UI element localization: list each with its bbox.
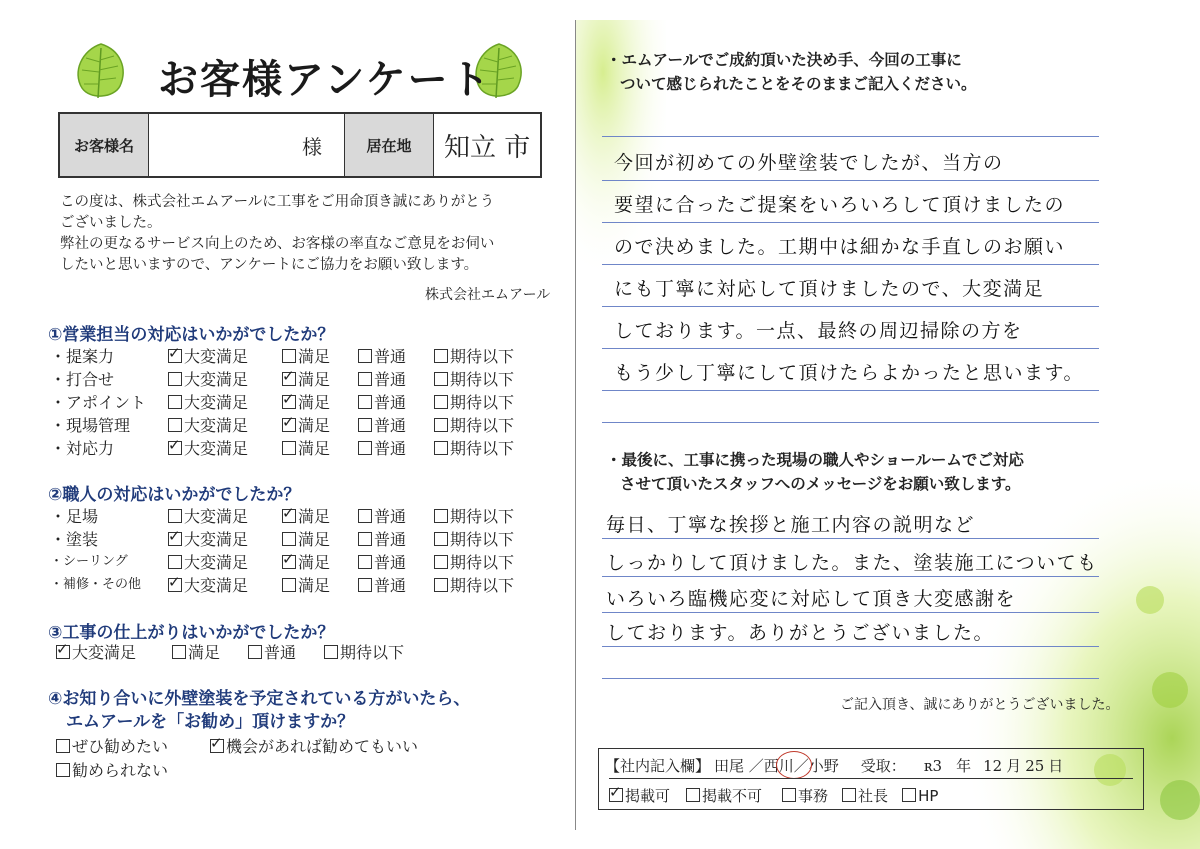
intro-line: ございました。 bbox=[60, 215, 162, 231]
checkbox[interactable] bbox=[168, 395, 182, 409]
checkbox[interactable] bbox=[686, 788, 700, 802]
option-label: 大変満足 bbox=[184, 576, 249, 595]
option-label: 期待以下 bbox=[450, 553, 515, 572]
checkbox[interactable] bbox=[282, 578, 296, 592]
customer-name-label: お客様名 bbox=[60, 114, 149, 176]
q2-heading: ②職人の対応はいかがでしたか？ bbox=[48, 485, 301, 505]
checkbox[interactable] bbox=[358, 372, 372, 386]
option-3[interactable] bbox=[434, 550, 514, 573]
checkbox[interactable] bbox=[168, 441, 182, 455]
ruled-line bbox=[602, 422, 1099, 423]
option-0[interactable] bbox=[168, 573, 248, 596]
checkbox[interactable] bbox=[358, 441, 372, 455]
option-1[interactable] bbox=[172, 640, 220, 663]
option-label: 普通 bbox=[374, 553, 407, 572]
option-2[interactable] bbox=[358, 504, 406, 527]
ruled-line bbox=[602, 678, 1099, 679]
column-divider bbox=[575, 20, 576, 830]
q5-answer-line: 今回が初めての外壁塗装でしたが、当方の bbox=[614, 152, 1004, 174]
row-label: ・塗装 bbox=[50, 530, 99, 549]
ruled-line bbox=[602, 222, 1099, 223]
option-label: 普通 bbox=[374, 530, 407, 549]
approval-circle bbox=[776, 751, 812, 779]
option-label: 普通 bbox=[374, 347, 407, 366]
option-label: 普通 bbox=[374, 439, 407, 458]
address-label: 居在地 bbox=[345, 114, 434, 176]
received-label: 受取： bbox=[860, 757, 906, 775]
option-label: 大変満足 bbox=[184, 507, 249, 526]
checkbox[interactable] bbox=[434, 349, 448, 363]
office-check-2[interactable] bbox=[782, 787, 828, 805]
office-staff-names: 田尾 ／西川／小野 bbox=[714, 757, 839, 775]
q6-heading-line1: ・最後に、工事に携った現場の職人やショールームでご対応 bbox=[606, 451, 1024, 469]
customer-name-value: 様 bbox=[149, 114, 345, 176]
ruled-line bbox=[602, 136, 1099, 137]
checkbox[interactable] bbox=[434, 418, 448, 432]
checkbox[interactable] bbox=[168, 555, 182, 569]
checkbox[interactable] bbox=[434, 509, 448, 523]
checkbox[interactable] bbox=[358, 509, 372, 523]
checkbox[interactable] bbox=[782, 788, 796, 802]
intro-line: したいと思いますので、アンケートにご協力をお願い致します。 bbox=[60, 257, 479, 273]
option-1[interactable] bbox=[282, 550, 330, 573]
option-label: 大変満足 bbox=[72, 643, 137, 662]
option-0[interactable] bbox=[56, 640, 136, 663]
ruled-line bbox=[602, 612, 1099, 613]
page-title: お客様アンケート bbox=[158, 57, 492, 103]
option-0[interactable] bbox=[168, 344, 248, 367]
option-label: 期待以下 bbox=[450, 370, 515, 389]
option-label: 満足 bbox=[188, 643, 221, 662]
option-label: ぜひ勧めたい bbox=[72, 737, 169, 756]
row-label: ・対応力 bbox=[50, 439, 115, 458]
office-check-label: 社長 bbox=[858, 787, 889, 805]
option-3[interactable] bbox=[434, 367, 514, 390]
option-label: 期待以下 bbox=[450, 347, 515, 366]
checkbox[interactable] bbox=[168, 418, 182, 432]
q1-heading: ①営業担当の対応はいかがでしたか？ bbox=[48, 325, 335, 345]
option-label: 普通 bbox=[374, 507, 407, 526]
option-3[interactable] bbox=[434, 436, 514, 459]
option-2[interactable] bbox=[358, 390, 406, 413]
option-label: 期待以下 bbox=[340, 643, 405, 662]
checkbox[interactable] bbox=[434, 532, 448, 546]
intro-line: 弊社の更なるサービス向上のため、お客様の率直なご意見をお伺い bbox=[60, 236, 495, 252]
option-label: 満足 bbox=[298, 416, 331, 435]
office-check-0[interactable] bbox=[609, 787, 670, 805]
option-3[interactable] bbox=[324, 640, 404, 663]
option-0[interactable] bbox=[168, 390, 248, 413]
q6-answer-line: しております。ありがとうございました。 bbox=[606, 622, 994, 644]
option-1[interactable] bbox=[282, 367, 330, 390]
option-label: 普通 bbox=[374, 393, 407, 412]
option-2[interactable] bbox=[248, 640, 296, 663]
q5-answer-line: しております。一点、最終の周辺掃除の方を bbox=[614, 320, 1023, 342]
checkbox[interactable] bbox=[358, 418, 372, 432]
option-label: 期待以下 bbox=[450, 439, 515, 458]
ruled-line bbox=[602, 180, 1099, 181]
office-check-label: 事務 bbox=[798, 787, 829, 805]
checkbox[interactable] bbox=[168, 372, 182, 386]
q6-answer-line: 毎日、丁寧な挨拶と施工内容の説明など bbox=[606, 514, 976, 536]
office-check-4[interactable] bbox=[902, 787, 938, 805]
row-label: ・打合せ bbox=[50, 370, 115, 389]
option-2[interactable] bbox=[358, 527, 406, 550]
option-label: 普通 bbox=[374, 576, 407, 595]
option-label: 大変満足 bbox=[184, 370, 249, 389]
ruled-line bbox=[602, 390, 1099, 391]
checkbox[interactable] bbox=[358, 578, 372, 592]
option-2[interactable] bbox=[358, 573, 406, 596]
option-label: 期待以下 bbox=[450, 507, 515, 526]
option-2[interactable] bbox=[358, 367, 406, 390]
checkbox[interactable] bbox=[282, 372, 296, 386]
office-check-label: 掲載可 bbox=[625, 787, 671, 805]
checkbox[interactable] bbox=[168, 509, 182, 523]
row-label: ・補修・その他 bbox=[50, 577, 142, 592]
option-label: 大変満足 bbox=[184, 347, 249, 366]
checkbox[interactable] bbox=[282, 349, 296, 363]
row-label: ・足場 bbox=[50, 507, 99, 526]
option-label: 期待以下 bbox=[450, 576, 515, 595]
checkbox[interactable] bbox=[172, 645, 186, 659]
checkbox[interactable] bbox=[282, 555, 296, 569]
ruled-line bbox=[602, 306, 1099, 307]
checkbox[interactable] bbox=[434, 395, 448, 409]
row-label: ・提案力 bbox=[50, 347, 115, 366]
ruled-line bbox=[602, 538, 1099, 539]
option-label: 期待以下 bbox=[450, 530, 515, 549]
office-underline bbox=[609, 778, 1133, 779]
option-1[interactable] bbox=[210, 734, 418, 757]
option-1[interactable] bbox=[282, 504, 330, 527]
option-label: 大変満足 bbox=[184, 416, 249, 435]
option-3[interactable] bbox=[434, 504, 514, 527]
checkbox[interactable] bbox=[168, 349, 182, 363]
checkbox[interactable] bbox=[358, 532, 372, 546]
option-1[interactable] bbox=[282, 436, 330, 459]
option-1[interactable] bbox=[282, 390, 330, 413]
option-0[interactable] bbox=[168, 504, 248, 527]
q5-answer-line: にも丁寧に対応して頂けましたので、大変満足 bbox=[614, 278, 1045, 300]
office-check-3[interactable] bbox=[842, 787, 888, 805]
checkbox[interactable] bbox=[358, 555, 372, 569]
option-label: 満足 bbox=[298, 393, 331, 412]
option-0[interactable] bbox=[168, 436, 248, 459]
q6-answer-line: いろいろ臨機応変に対応して頂き大変感謝を bbox=[606, 588, 1017, 610]
option-label: 普通 bbox=[264, 643, 297, 662]
received-year-label: 年 bbox=[956, 757, 972, 775]
option-2[interactable] bbox=[56, 758, 168, 781]
option-2[interactable] bbox=[358, 436, 406, 459]
checkbox[interactable] bbox=[434, 578, 448, 592]
option-0[interactable] bbox=[56, 734, 168, 757]
checkbox[interactable] bbox=[210, 739, 224, 753]
checkbox[interactable] bbox=[609, 788, 623, 802]
row-label: ・現場管理 bbox=[50, 416, 131, 435]
customer-info-table bbox=[58, 112, 542, 178]
received-day-value: 25 bbox=[1025, 756, 1045, 775]
option-3[interactable] bbox=[434, 573, 514, 596]
option-1[interactable] bbox=[282, 527, 330, 550]
option-label: 普通 bbox=[374, 370, 407, 389]
leaf-icon bbox=[70, 40, 132, 102]
option-3[interactable] bbox=[434, 344, 514, 367]
checkbox[interactable] bbox=[358, 395, 372, 409]
received-era: ʀ3 bbox=[923, 756, 943, 775]
intro-line: この度は、株式会社エムアールに工事をご用命頂き誠にありがとう bbox=[60, 194, 495, 210]
office-check-1[interactable] bbox=[686, 787, 762, 805]
option-2[interactable] bbox=[358, 344, 406, 367]
q5-heading-line1: ・エムアールでご成約頂いた決め手、今回の工事に bbox=[606, 51, 962, 69]
option-1[interactable] bbox=[282, 413, 330, 436]
received-month-label: 月 bbox=[1006, 757, 1022, 775]
checkbox[interactable] bbox=[282, 441, 296, 455]
checkbox[interactable] bbox=[56, 645, 70, 659]
intro-text bbox=[60, 192, 550, 276]
received-day-label: 日 bbox=[1048, 757, 1064, 775]
option-label: 満足 bbox=[298, 439, 331, 458]
option-label: 普通 bbox=[374, 416, 407, 435]
ruled-line bbox=[602, 348, 1099, 349]
checkbox[interactable] bbox=[282, 532, 296, 546]
q5-answer-line: もう少し丁寧にして頂けたらよかったと思います。 bbox=[614, 362, 1084, 384]
option-1[interactable] bbox=[282, 573, 330, 596]
row-label: ・シーリング bbox=[50, 554, 128, 569]
checkbox[interactable] bbox=[282, 395, 296, 409]
q5-heading-line2: ついて感じられたことをそのままご記入ください。 bbox=[620, 75, 977, 93]
thanks-text: ご記入頂き、誠にありがとうございました。 bbox=[840, 697, 1120, 713]
option-3[interactable] bbox=[434, 527, 514, 550]
q4-heading-line2: エムアールを「お勧め」頂けますか？ bbox=[66, 712, 355, 732]
option-label: 満足 bbox=[298, 553, 331, 572]
option-label: 大変満足 bbox=[184, 553, 249, 572]
checkbox[interactable] bbox=[248, 645, 262, 659]
checkbox[interactable] bbox=[842, 788, 856, 802]
option-label: 大変満足 bbox=[184, 530, 249, 549]
ruled-line bbox=[602, 646, 1099, 647]
q4-heading-line1: ④お知り合いに外壁塗装を予定されている方がいたら、 bbox=[48, 689, 471, 709]
option-label: 満足 bbox=[298, 530, 331, 549]
checkbox[interactable] bbox=[324, 645, 338, 659]
checkbox[interactable] bbox=[434, 441, 448, 455]
checkbox[interactable] bbox=[434, 555, 448, 569]
ruled-line bbox=[602, 264, 1099, 265]
checkbox[interactable] bbox=[902, 788, 916, 802]
option-2[interactable] bbox=[358, 413, 406, 436]
option-0[interactable] bbox=[168, 527, 248, 550]
q6-heading-line2: させて頂いたスタッフへのメッセージをお願い致します。 bbox=[620, 475, 1021, 493]
row-label: ・アポイント bbox=[50, 393, 147, 412]
option-3[interactable] bbox=[434, 413, 514, 436]
office-label: 【社内記入欄】 bbox=[605, 757, 711, 775]
office-use-box bbox=[598, 748, 1144, 810]
option-0[interactable] bbox=[168, 550, 248, 573]
q5-answer-line: ので決めました。工期中は細かな手直しのお願い bbox=[614, 236, 1066, 258]
q3-heading: ③工事の仕上がりはいかがでしたか？ bbox=[48, 623, 335, 643]
office-staff bbox=[714, 755, 839, 776]
option-1[interactable] bbox=[282, 344, 330, 367]
option-label: 満足 bbox=[298, 347, 331, 366]
q6-answer-line: しっかりして頂けました。また、塗装施工についても bbox=[606, 552, 1098, 574]
office-check-label: 掲載不可 bbox=[702, 787, 763, 805]
option-3[interactable] bbox=[434, 390, 514, 413]
checkbox[interactable] bbox=[434, 372, 448, 386]
option-label: 期待以下 bbox=[450, 393, 515, 412]
office-checks bbox=[609, 785, 938, 806]
company-name: 株式会社エムアール bbox=[425, 287, 551, 303]
option-label: 機会があれば勧めてもいい bbox=[226, 737, 419, 756]
option-label: 勧められない bbox=[72, 761, 169, 780]
option-label: 大変満足 bbox=[184, 393, 249, 412]
option-label: 期待以下 bbox=[450, 416, 515, 435]
checkbox[interactable] bbox=[168, 532, 182, 546]
option-label: 満足 bbox=[298, 576, 331, 595]
option-label: 満足 bbox=[298, 507, 331, 526]
option-0[interactable] bbox=[168, 413, 248, 436]
checkbox[interactable] bbox=[56, 763, 70, 777]
q5-answer-line: 要望に合ったご提案をいろいろして頂けましたの bbox=[614, 194, 1066, 216]
office-check-label: HP bbox=[918, 787, 939, 805]
checkbox[interactable] bbox=[282, 418, 296, 432]
option-label: 満足 bbox=[298, 370, 331, 389]
checkbox[interactable] bbox=[282, 509, 296, 523]
option-label: 大変満足 bbox=[184, 439, 249, 458]
checkbox[interactable] bbox=[358, 349, 372, 363]
option-2[interactable] bbox=[358, 550, 406, 573]
option-0[interactable] bbox=[168, 367, 248, 390]
checkbox[interactable] bbox=[168, 578, 182, 592]
address-value: 知立 市 bbox=[444, 132, 531, 163]
ruled-line bbox=[602, 576, 1099, 577]
checkbox[interactable] bbox=[56, 739, 70, 753]
received-month-value: 12 bbox=[983, 756, 1003, 775]
office-row bbox=[605, 755, 1063, 776]
